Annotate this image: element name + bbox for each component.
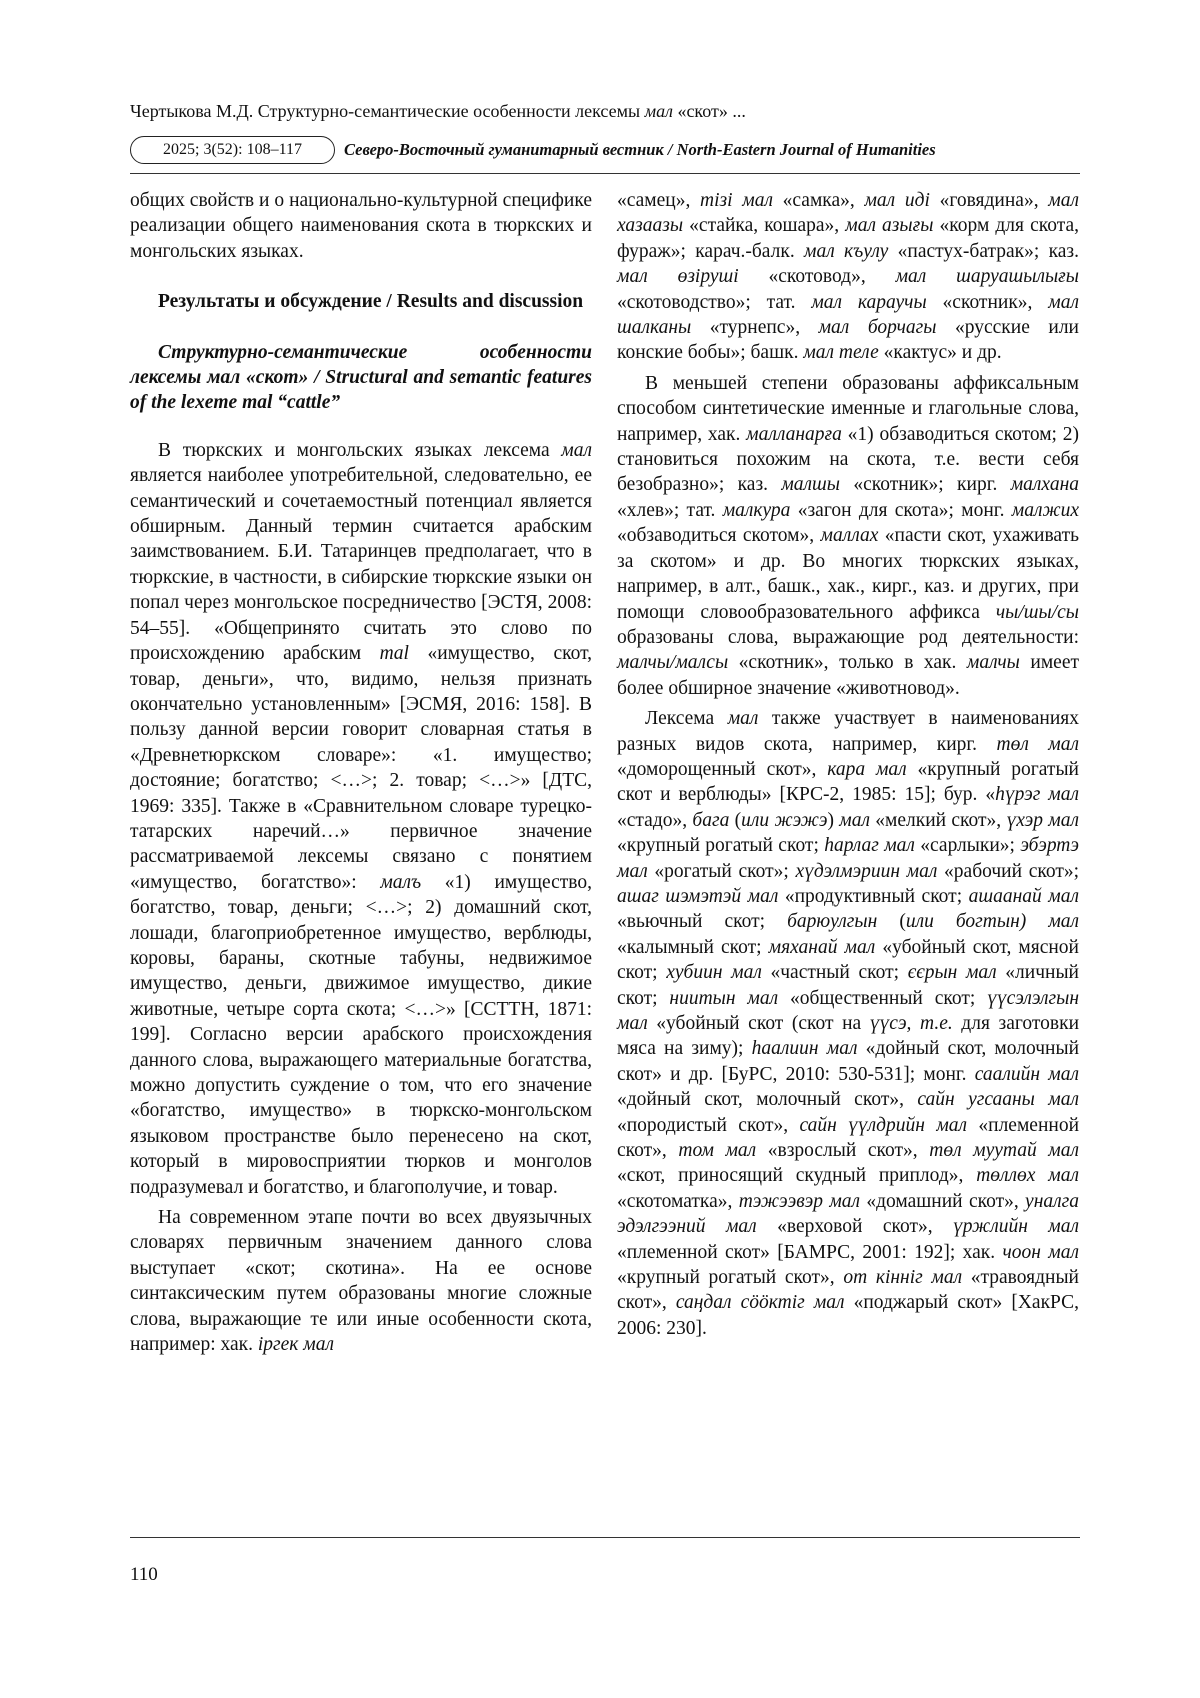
italic-term: mal [379, 643, 409, 665]
text-run: ) [827, 809, 840, 831]
text-run: «скотовод», [738, 266, 896, 288]
text-run: «дойный скот, молочный скот», [617, 1089, 918, 1111]
text-run: «калымный скот; [617, 936, 769, 958]
text-run: «рабочий скот»; [937, 860, 1080, 882]
text-run: «обзаводиться скотом», [617, 525, 821, 547]
italic-term: һаалиин мал [751, 1038, 858, 1060]
italic-term: мал иді [864, 190, 930, 211]
italic-term: ашаанай мал [968, 885, 1079, 907]
italic-term: саңдал сööктіг мал [675, 1292, 845, 1314]
italic-term: төл мал [996, 733, 1079, 755]
text-run: «продуктивный скот; [778, 885, 969, 907]
italic-term: тізі мал [700, 190, 773, 211]
text-run: «травоядный скот», [617, 1267, 1079, 1314]
text-run: общих свойств и о национально-культурной специфике реализации общего наименования скота в тюркских и монгольских языках. [130, 190, 592, 262]
italic-term: мал өзіруші [617, 266, 739, 288]
header-rule [130, 173, 1080, 174]
text-run: «скот, приносящий скудный приплод», [617, 1165, 977, 1187]
body-paragraph [617, 706, 1079, 1341]
text-run: является наиболее употребительной, следовательно, ее семантический и сочетаемостный потенциал является обширным. Данный термин считается арабским заимствованием. Б.И. Татаринцев предполагает, что в тюркские, в частности, в сибирские тюркские языки он попал через монгольское посредничество [ЭСТЯ, 2008: 54–55]. «Общепринято считать это слово по происхождению арабским [130, 465, 592, 665]
text-run: «стайка, кошара», [683, 215, 846, 237]
italic-term: һарлаг мал [824, 835, 915, 857]
italic-term: мяханай мал [768, 936, 876, 958]
italic-term: чы/шы/сы [995, 601, 1079, 623]
italic-term: маллах [820, 525, 879, 547]
text-run: «верховой скот», [756, 1216, 954, 1238]
journal-title: Северо-Восточный гуманитарный вестник / North-Eastern Journal of Humanities [344, 140, 936, 159]
text-run: «общественный скот; [778, 987, 988, 1009]
left-column [130, 188, 592, 1357]
text-run: «вьючный скот; [617, 911, 788, 933]
italic-term: мал борчагы [818, 317, 937, 339]
italic-term: мал къулу [804, 240, 889, 262]
text-run: также участвует в наименованиях разных видов скота, например, кирг. [617, 708, 1079, 755]
italic-term: ашаг шэмэтэй мал [617, 885, 779, 907]
right-column [617, 188, 1079, 1341]
text-run: На современном этапе почти во всех двуязычных словарях первичным значением данного слова выступает «скот; скотина». На ее основе синтаксическим путем образованы многие сложные слова, выражающие те или иные особенности скота, например: хак. [130, 1207, 592, 1356]
italic-term: от кінніг мал [843, 1267, 963, 1289]
text-run: «1) имущество, богатство, товар, деньги; <…>; 2) домашний скот, лошади, благоприобретенное имущество, верблюды, коровы, бараны, скотные табуны, недвижимое имущество, деньги, движимое имущество, дикие животные, четыре сорта скота; <…>» [ССТТН, 1871: 199]. Согласно версии арабского происхождения данного слова, выражающего материальные богатства, можно допустить суждение о том, что его значение «богатство, имущество» в тюркско-монгольском языковом пространстве было перенесено на скот, который в мировосприятии тюрков и монголов подразумевал и богатство, и благополучие, и товар. [130, 871, 592, 1198]
italic-term: төллөх мал [976, 1165, 1079, 1187]
text-run: «1) обзаводиться скотом; 2) становиться похожим на скота, т.е. вести себя безобразно»; каз. [617, 423, 1079, 496]
footer-rule [130, 1537, 1080, 1538]
text-run: «скотник»; кирг. [839, 474, 1011, 496]
text-run: «пасти скот, ухаживать за скотом» и др. Во многих тюркских языках, например, в алт., башк., хак., кирг., каз. и других, при помощи словообразовательного аффикса [617, 525, 1079, 623]
italic-term: кара мал [827, 758, 907, 780]
running-title [130, 100, 746, 122]
italic-term: мал шаруашылығы [895, 266, 1079, 288]
text-run: «убойный скот, мясной скот; [617, 936, 1079, 984]
italic-term: или богтын) [905, 911, 1027, 933]
italic-term: малъ [380, 871, 422, 893]
italic-term: мал караучы [811, 291, 927, 313]
italic-term: чоон мал [1002, 1241, 1079, 1263]
italic-term: саалийн мал [974, 1063, 1079, 1085]
text-run [1026, 911, 1048, 932]
text-run: «самка», [772, 190, 865, 211]
body-paragraph [130, 438, 592, 1200]
text-run: для заготовки мяса на зиму); [617, 1013, 1079, 1060]
text-run: В тюркских и монгольских языках лексема [158, 439, 562, 461]
italic-term: үүсэлэлгын мал [617, 987, 1079, 1034]
italic-term: үүсэ, т.е. [869, 1013, 953, 1034]
italic-term: үхэр мал [1006, 809, 1079, 831]
text-run: ( [877, 911, 906, 933]
text-run: «скотоматка», [617, 1190, 739, 1212]
text-run: «сарлыки»; [914, 835, 1021, 857]
text-run: «племенной скот» [БАМРС, 2001: 192]; хак. [617, 1241, 1003, 1263]
issue-badge: 2025; 3(52): 108–117 [130, 136, 335, 164]
italic-term: или жэжэ [741, 809, 828, 831]
italic-term: том мал [678, 1140, 757, 1162]
italic-term: сайн угсааны мал [917, 1089, 1079, 1111]
text-run: «частный скот; [761, 962, 908, 984]
italic-term: малчы/малсы [617, 652, 729, 674]
italic-term: сайн үүлдрийн мал [799, 1114, 968, 1136]
text-run: «домашний скот», [860, 1190, 1026, 1212]
text-run: «загон для скота»; монг. [790, 499, 1012, 521]
text-run: «доморощенный скот», [617, 758, 828, 780]
text-run: Лексема [645, 708, 728, 730]
text-run: «скот» ... [672, 101, 746, 121]
italic-term: мал хазаазы [617, 190, 1079, 237]
italic-term: ниитын мал [669, 987, 779, 1009]
text-run: Чертыкова М.Д. Структурно-семантические особенности лексемы [130, 101, 645, 121]
text-run: «скотоводство»; тат. [617, 291, 812, 313]
italic-term: малхана [1010, 474, 1079, 496]
italic-term: єєрын мал [907, 962, 997, 984]
italic-term: хүдэлмэриин мал [795, 860, 938, 882]
italic-term: мал [561, 439, 592, 461]
italic-term: мал азығы [845, 215, 934, 237]
text-run: «крупный рогатый скот и верблюды» [КРС-2, 1985: 15]; бур. « [617, 758, 1079, 806]
text-run: «рогатый скот»; [647, 860, 796, 882]
text-run: «имущество, скот, товар, деньги», что, видимо, нельзя признать окончательно установленным» [ЭСМЯ, 2016: 158]. В пользу данной версии говорит словарная статья в «Древнетюркском словаре»: «1. имущество; достояние; богатство; <…>; 2. товар; <…>» [ДТС, 1969: 335]. Также в «Сравнительном словаре турецко-татарских наречий…» первичное значение рассматриваемой лексемы связано с понятием «имущество, богатство»: [130, 643, 593, 893]
text-run: «хлев»; тат. [617, 499, 723, 521]
text-run: «скотник», только в хак. [728, 652, 967, 674]
text-run: «поджарый скот» [ХакРС, 2006: 230]. [617, 1292, 1080, 1339]
italic-term: малчы [966, 652, 1020, 674]
italic-term: малкура [722, 499, 791, 521]
text-run: «породистый скот», [617, 1114, 800, 1136]
section-heading: Результаты и обсуждение / Results and discussion [158, 291, 584, 313]
italic-term: эбэртэ мал [617, 835, 1079, 882]
text-run: «русские или конские бобы»; башк. [617, 317, 1079, 364]
text-run: «дойный скот, молочный скот» и др. [БуРС, 2010: 530-531]; монг. [617, 1038, 1080, 1085]
text-run: «скотник», [926, 291, 1049, 313]
italic-term: іргек мал [257, 1334, 334, 1356]
text-run: В меньшей степени образованы аффиксальным способом синтетические именные и глагольные слова, например, хак. [617, 372, 1079, 445]
italic-term: мал [1048, 911, 1080, 933]
text-run: «говядина», [929, 190, 1049, 211]
italic-term: малшы [781, 474, 840, 496]
italic-term: бага [692, 809, 730, 831]
text-run: ( [729, 809, 742, 831]
italic-term: хубиин мал [666, 962, 762, 984]
body-paragraph-continued [617, 188, 1079, 366]
text-run: «крупный рогатый скот; [617, 835, 825, 857]
italic-term: үржлийн мал [953, 1216, 1080, 1238]
text-run: «взрослый скот», [756, 1140, 930, 1162]
text-run: «племенной скот», [617, 1114, 1080, 1162]
italic-term: мал теле [803, 342, 879, 364]
body-paragraph [617, 371, 1079, 701]
text-run: «турнепс», [691, 317, 819, 339]
text-run: «самец», [617, 190, 701, 211]
text-run: «стадо», [617, 809, 693, 831]
subsection-heading: Структурно-семантические особенности лексемы мал «скот» / Structural and semantic features of the lexeme mal “cattle” [130, 341, 592, 414]
italic-term: малланарға [746, 423, 842, 445]
italic-term: малжих [1011, 499, 1079, 521]
text-run: «мелкий скот», [869, 809, 1007, 831]
text-run: «кактус» и др. [878, 342, 1002, 364]
text-run: образованы слова, выражающие род деятельности: [617, 626, 1079, 648]
italic-term: төл муутай мал [929, 1140, 1080, 1162]
italic-term: мал [644, 101, 673, 121]
text-run: «убойный скот (скот на [647, 1013, 870, 1034]
intro-ending-paragraph [130, 188, 592, 264]
italic-term: уналга эдэлгээний мал [617, 1190, 1079, 1238]
italic-term: барюулгын [787, 911, 878, 933]
italic-term: мал [727, 708, 759, 730]
text-run: «личный скот; [617, 962, 1079, 1009]
italic-term: мал шалканы [617, 291, 1079, 339]
text-run: имеет более обширное значение «животновод». [617, 652, 1079, 699]
text-run: «корм для скота, фураж»; карач.-балк. [617, 215, 1080, 262]
italic-term: һүрэг мал [995, 784, 1079, 806]
italic-term: тэжээвэр мал [738, 1190, 861, 1212]
page-number: 110 [130, 1564, 158, 1585]
body-paragraph [130, 1205, 592, 1357]
italic-term: мал [839, 809, 870, 831]
text-run: «пастух-батрак»; каз. [888, 240, 1079, 262]
text-run: «крупный рогатый скот», [617, 1267, 844, 1289]
